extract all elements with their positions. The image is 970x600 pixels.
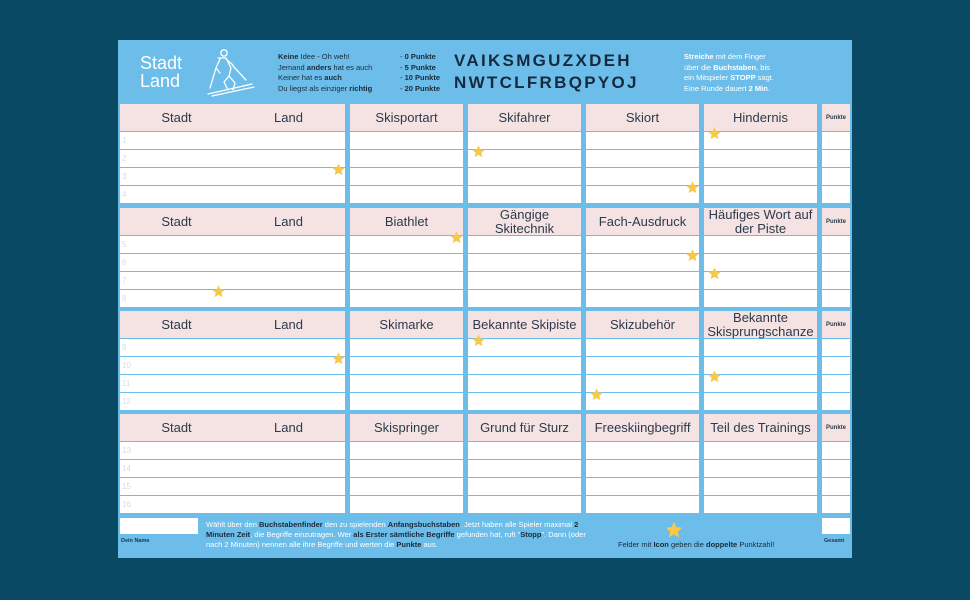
bonus-star-icon	[707, 266, 722, 281]
scoring-rules	[278, 52, 372, 94]
row-number: 3	[122, 172, 127, 181]
category-header: Gängige Skitechnik	[468, 208, 581, 235]
bonus-star-icon	[449, 230, 464, 245]
answer-cell[interactable]	[468, 460, 581, 477]
answer-cell[interactable]	[586, 290, 699, 307]
category-header: Teil des Trainings	[704, 414, 817, 441]
answer-cell[interactable]	[232, 375, 345, 392]
points-cell[interactable]	[822, 132, 850, 149]
answer-cell[interactable]	[120, 236, 233, 253]
answer-cell[interactable]	[350, 290, 463, 307]
logo	[140, 54, 182, 90]
answer-cell[interactable]	[350, 460, 463, 477]
answer-cell[interactable]	[468, 393, 581, 410]
bonus-star-icon	[471, 333, 486, 348]
category-header: Biathlet	[350, 208, 463, 235]
logo-line-1: Stadt	[140, 53, 183, 73]
points-value: 5 Punkte	[404, 62, 436, 72]
answer-cell[interactable]	[120, 460, 233, 477]
answer-cell[interactable]	[232, 478, 345, 495]
points-cell[interactable]	[822, 150, 850, 167]
answer-cell[interactable]	[586, 339, 699, 356]
category-header: Skispringer	[350, 414, 463, 441]
row-number: 12	[122, 397, 131, 406]
category-header: Stadt	[120, 208, 233, 235]
letter-row-1[interactable]: VAIKSMGUZXDEH	[454, 51, 632, 70]
answer-cell[interactable]	[232, 393, 345, 410]
row-number: 1	[122, 136, 127, 145]
answer-cell[interactable]	[704, 186, 817, 203]
category-header: Hindernis	[704, 104, 817, 131]
answer-cell[interactable]	[704, 393, 817, 410]
category-header: Stadt	[120, 414, 233, 441]
letter-row-2[interactable]: NWTCLFRBQPYOJ	[454, 73, 639, 92]
points-value: 20 Punkte	[404, 83, 441, 93]
answer-cell[interactable]	[468, 496, 581, 513]
answer-cell[interactable]	[704, 460, 817, 477]
bonus-star-icon	[685, 248, 700, 263]
points-cell[interactable]	[822, 254, 850, 271]
answer-cell[interactable]	[586, 272, 699, 289]
answer-cell[interactable]	[468, 254, 581, 271]
answer-cell[interactable]	[586, 236, 699, 253]
skier-icon	[202, 46, 258, 98]
game-sheet	[118, 40, 852, 558]
points-cell[interactable]	[822, 375, 850, 392]
answer-cell[interactable]	[120, 254, 233, 271]
bonus-star-icon	[707, 369, 722, 384]
category-header: Freeskiingbegriff	[586, 414, 699, 441]
answer-cell[interactable]	[350, 186, 463, 203]
rule-line: Jemand anders hat es auch	[278, 62, 373, 72]
letter-finder[interactable]	[454, 50, 639, 94]
row-number: 7	[122, 276, 127, 285]
answer-cell[interactable]	[468, 357, 581, 374]
category-header: Bekannte Skipiste	[468, 311, 581, 338]
answer-cell[interactable]	[232, 442, 345, 459]
logo-line-2: Land	[140, 71, 181, 91]
category-header: Bekannte Skisprungschanze	[704, 311, 817, 338]
points-value: 0 Punkte	[404, 52, 436, 61]
star-icon	[664, 520, 684, 540]
category-header: Skiort	[586, 104, 699, 131]
answer-cell[interactable]	[468, 375, 581, 392]
bonus-star-icon	[331, 162, 346, 177]
answer-cell[interactable]	[120, 150, 233, 167]
answer-cell[interactable]	[586, 168, 699, 185]
category-header: Grund für Sturz	[468, 414, 581, 441]
category-header: Stadt	[120, 104, 233, 131]
row-number: 15	[122, 482, 131, 491]
points-cell[interactable]	[822, 357, 850, 374]
answer-cell[interactable]	[586, 442, 699, 459]
bonus-star-icon	[707, 126, 722, 141]
answer-cell[interactable]	[350, 478, 463, 495]
answer-cell[interactable]	[468, 290, 581, 307]
category-header: Skisportart	[350, 104, 463, 131]
category-header: Land	[232, 208, 345, 235]
answer-cell[interactable]	[704, 339, 817, 356]
points-cell[interactable]	[822, 186, 850, 203]
category-header: Häufiges Wort auf der Piste	[704, 208, 817, 235]
answer-cell[interactable]	[232, 150, 345, 167]
answer-cell[interactable]	[350, 375, 463, 392]
answer-cell[interactable]	[586, 460, 699, 477]
answer-cell[interactable]	[586, 132, 699, 149]
answer-cell[interactable]	[468, 272, 581, 289]
answer-cell[interactable]	[350, 272, 463, 289]
answer-cell[interactable]	[350, 393, 463, 410]
points-cell[interactable]	[822, 393, 850, 410]
total-label: Gesamt	[824, 538, 845, 544]
scoring-points: - 0 Punkte - 5 Punkte - 10 Punkte - 20 Punkte	[400, 52, 441, 93]
answer-cell[interactable]	[232, 357, 345, 374]
points-cell[interactable]	[822, 496, 850, 513]
answer-cell[interactable]	[120, 375, 233, 392]
points-cell[interactable]	[822, 442, 850, 459]
bonus-star-icon	[331, 351, 346, 366]
answer-cell[interactable]	[232, 290, 345, 307]
punkte-header: Punkte	[822, 311, 850, 338]
answer-cell[interactable]	[120, 339, 233, 356]
footer-instructions: Wählt über den Buchstabenfinder den zu spielenden Anfangsbuchstaben. Jetzt haben alle Spieler maximal 2 Minuten Zeit, die Begriffe einzutragen. Wer als Erster sämtliche Begriffe gefunden hat, ruft "Stopp". Dann (oder nach 2 Minuten) nennen alle ihre Begriffe und werten die Punkte aus.	[206, 520, 586, 549]
sheet-header	[118, 40, 852, 102]
row-number: 14	[122, 464, 131, 473]
points-cell[interactable]	[822, 168, 850, 185]
answer-cell[interactable]	[232, 186, 345, 203]
name-label: Dein Name	[121, 538, 150, 544]
rule-line: Keine Idee - Oh weh!	[278, 52, 350, 61]
bonus-star-icon	[211, 284, 226, 299]
answer-cell[interactable]	[120, 357, 233, 374]
answer-cell[interactable]	[586, 254, 699, 271]
answer-cell[interactable]	[468, 168, 581, 185]
answer-cell[interactable]	[704, 150, 817, 167]
answer-cell[interactable]	[350, 254, 463, 271]
answer-cell[interactable]	[704, 236, 817, 253]
points-cell[interactable]	[822, 272, 850, 289]
rule-line: Du liegst als einziger richtig	[278, 83, 373, 93]
answer-cell[interactable]	[468, 442, 581, 459]
answer-cell[interactable]	[704, 168, 817, 185]
answer-cell[interactable]	[350, 442, 463, 459]
points-cell[interactable]	[822, 460, 850, 477]
row-number: 13	[122, 446, 131, 455]
bonus-star-icon	[471, 144, 486, 159]
row-number: 8	[122, 294, 127, 303]
answer-cell[interactable]	[468, 236, 581, 253]
total-input[interactable]	[822, 518, 850, 534]
instructions: Streiche mit dem Finger über die Buchstaben, bis ein Mitspieler STOPP sagt. Eine Runde dauert 2 Min.	[684, 52, 774, 93]
row-number: 11	[122, 379, 131, 388]
answer-cell[interactable]	[232, 168, 345, 185]
answer-cell[interactable]	[350, 132, 463, 149]
answer-cell[interactable]	[586, 186, 699, 203]
points-cell[interactable]	[822, 290, 850, 307]
answer-cell[interactable]	[704, 478, 817, 495]
category-header: Skimarke	[350, 311, 463, 338]
row-number: 4	[122, 190, 127, 199]
answer-cell[interactable]	[232, 460, 345, 477]
points-cell[interactable]	[822, 339, 850, 356]
answer-cell[interactable]	[120, 478, 233, 495]
points-value: 10 Punkte	[404, 73, 441, 82]
answer-cell[interactable]	[232, 496, 345, 513]
answer-cell[interactable]	[350, 168, 463, 185]
rule-line: Keiner hat es auch	[278, 73, 342, 82]
answer-cell[interactable]	[586, 357, 699, 374]
answer-cell[interactable]	[120, 393, 233, 410]
answer-cell[interactable]	[232, 236, 345, 253]
answer-cell[interactable]	[586, 150, 699, 167]
punkte-header: Punkte	[822, 208, 850, 235]
bonus-star-icon	[685, 180, 700, 195]
answer-cell[interactable]	[232, 339, 345, 356]
row-number: 16	[122, 500, 131, 509]
answer-cell[interactable]	[468, 478, 581, 495]
category-header: Skifahrer	[468, 104, 581, 131]
category-header: Land	[232, 311, 345, 338]
row-number: 9	[122, 343, 127, 352]
category-header: Skizubehör	[586, 311, 699, 338]
answer-cell[interactable]	[468, 186, 581, 203]
answer-cell[interactable]	[350, 236, 463, 253]
answer-cell[interactable]	[232, 132, 345, 149]
category-header: Fach-Ausdruck	[586, 208, 699, 235]
punkte-header: Punkte	[822, 104, 850, 131]
category-header: Land	[232, 104, 345, 131]
category-header: Land	[232, 414, 345, 441]
answer-cell[interactable]	[350, 339, 463, 356]
answer-cell[interactable]	[350, 496, 463, 513]
answer-cell[interactable]	[120, 496, 233, 513]
row-number: 6	[122, 258, 127, 267]
answer-cell[interactable]	[704, 496, 817, 513]
name-input[interactable]	[120, 518, 198, 534]
points-cell[interactable]	[822, 478, 850, 495]
star-note: Felder mit Icon geben die doppelte Punktzahl!	[618, 540, 775, 549]
answer-cell[interactable]	[232, 254, 345, 271]
points-cell[interactable]	[822, 236, 850, 253]
bonus-star-icon	[589, 387, 604, 402]
answer-cell[interactable]	[350, 150, 463, 167]
category-header: Stadt	[120, 311, 233, 338]
row-number: 10	[122, 361, 131, 370]
answer-cell[interactable]	[120, 132, 233, 149]
row-number: 5	[122, 240, 127, 249]
answer-cell[interactable]	[586, 496, 699, 513]
answer-cell[interactable]	[704, 442, 817, 459]
sheet-footer	[118, 516, 852, 558]
punkte-header: Punkte	[822, 414, 850, 441]
answer-cell[interactable]	[704, 290, 817, 307]
answer-cell[interactable]	[120, 186, 233, 203]
answer-cell[interactable]	[232, 272, 345, 289]
answer-cell[interactable]	[120, 442, 233, 459]
answer-cell[interactable]	[350, 357, 463, 374]
answer-cell[interactable]	[120, 168, 233, 185]
row-number: 2	[122, 154, 127, 163]
answer-cell[interactable]	[586, 478, 699, 495]
